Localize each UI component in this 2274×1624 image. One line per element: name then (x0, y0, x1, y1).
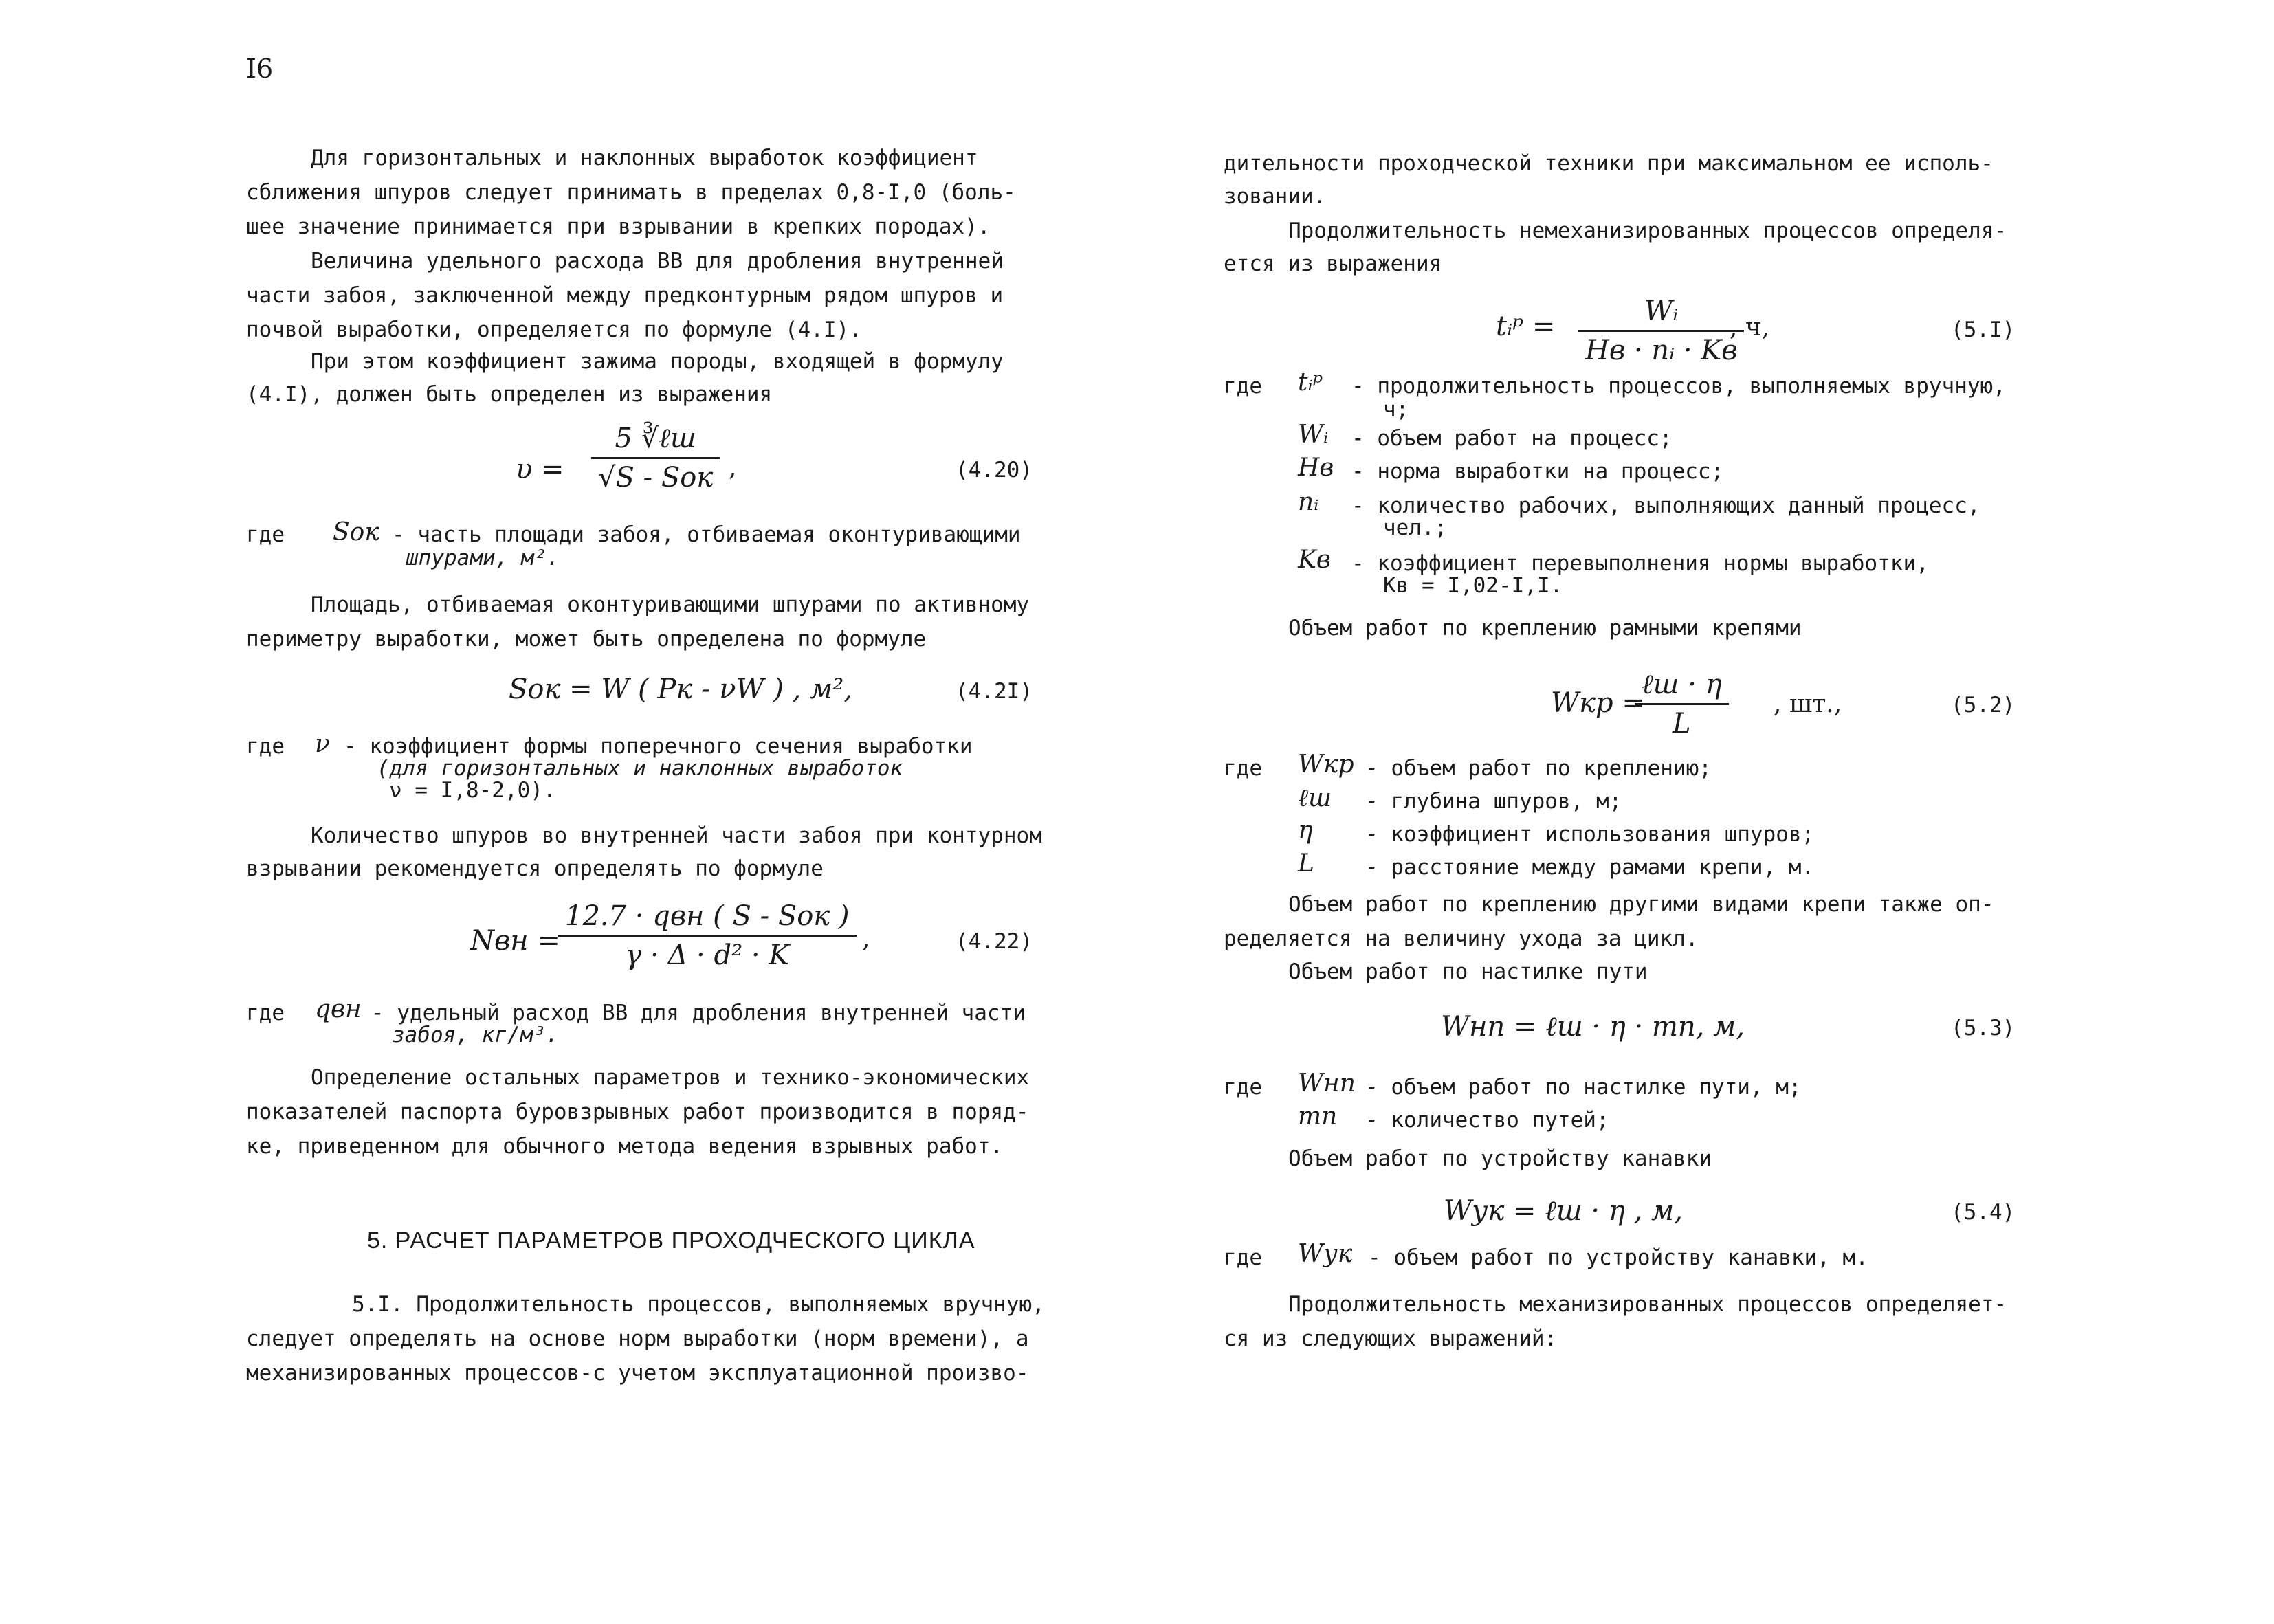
paragraph-line: Количество шпуров во внутренней части забоя при контурном (311, 823, 1042, 848)
where-text: - объем работ по настилке пути, м; (1365, 1075, 1802, 1100)
paragraph-line: ределяется на величину ухода за цикл. (1224, 926, 1699, 951)
where-symbol: L (1298, 849, 1314, 878)
where-symbol: η (1298, 816, 1313, 845)
paragraph-line: зовании. (1224, 184, 1327, 209)
where-symbol: Sок (333, 518, 379, 546)
paragraph-line: 5.I. Продолжительность процессов, выполняемых вручную, (352, 1292, 1045, 1317)
equation-number: (4.20) (956, 458, 1033, 482)
paragraph-line: Объем работ по устройству канавки (1288, 1146, 1712, 1171)
paragraph-line: почвой выработки, определяется по формуле (4.I). (246, 318, 862, 342)
where-label: где (1224, 1245, 1262, 1270)
where-label: где (1224, 374, 1262, 399)
equation-fraction (591, 422, 720, 493)
paragraph-line: следует определять на основе норм выработки (норм времени), а (246, 1326, 1029, 1351)
where-symbol: Kв (1298, 546, 1331, 574)
where-text: - расстояние между рамами крепи, м. (1365, 855, 1815, 880)
where-text: - объем работ по устройству канавки, м. (1368, 1245, 1868, 1270)
paragraph-line: ется из выражения (1224, 252, 1442, 276)
where-text: - коэффициент использования шпуров; (1365, 822, 1815, 847)
equation-expression: Wнп = ℓш · η · mп, м, (1441, 1011, 1745, 1043)
paragraph-line: части забоя, заключенной между предконтурным рядом шпуров и (246, 283, 1004, 308)
where-text: ν = I,8-2,0). (389, 778, 556, 803)
where-text: ч; (1383, 397, 1409, 422)
equation-fraction (1578, 296, 1744, 366)
where-symbol: Hв (1298, 454, 1334, 482)
fraction-numerator: Wᵢ (1644, 296, 1679, 327)
fraction-denominator: Hв · nᵢ · Kв (1585, 335, 1738, 366)
paragraph-line: взрывании рекомендуется определять по формуле (246, 856, 824, 881)
where-text: - продолжительность процессов, выполняемых вручную, (1351, 374, 2006, 399)
fraction-numerator: ℓш · η (1642, 669, 1722, 700)
equation-number: (5.3) (1951, 1016, 2016, 1041)
where-text: - глубина шпуров, м; (1365, 789, 1622, 814)
where-symbol: Wᵢ (1298, 421, 1329, 449)
fraction-denominator: √S - Sок (598, 462, 714, 493)
equation-number: (5.4) (1951, 1200, 2016, 1225)
equation-tail: , шт., (1774, 690, 1842, 718)
where-symbol: Wнп (1298, 1069, 1356, 1098)
section-heading: 5. РАСЧЕТ ПАРАМЕТРОВ ПРОХОДЧЕСКОГО ЦИКЛА (367, 1227, 975, 1254)
where-label: где (246, 522, 285, 547)
where-text: (для горизонтальных и наклонных выработок (377, 756, 903, 781)
where-symbol: tᵢᵖ (1298, 368, 1323, 397)
paragraph-line: Объем работ по настилке пути (1288, 959, 1648, 984)
equation-fraction (1635, 668, 1729, 739)
equation-lhs: tᵢᵖ = (1496, 311, 1556, 342)
where-text: - количество путей; (1365, 1108, 1609, 1133)
equation-tail: , (862, 925, 870, 953)
equation-lhs: υ = (516, 454, 564, 485)
paragraph-line: шее значение принимается при взрывании в крепких породах). (246, 214, 991, 239)
fraction-denominator: γ · Δ · d² · K (625, 939, 790, 971)
paragraph-line: (4.I), должен быть определен из выражения (246, 382, 773, 407)
equation-tail: , ч, (1730, 313, 1770, 342)
paragraph-line: Объем работ по креплению рамными крепями (1288, 616, 1802, 641)
equation-number: (5.2) (1951, 693, 2016, 718)
paragraph-line: ке, приведенном для обычного метода ведения взрывных работ. (246, 1134, 1004, 1159)
equation-number: (4.2I) (956, 679, 1033, 704)
paragraph-line: Определение остальных параметров и технико-экономических (311, 1065, 1030, 1090)
where-symbol: qвн (315, 995, 362, 1023)
fraction-numerator: 12.7 · qвн ( S - Sок ) (565, 900, 850, 932)
fraction-denominator: L (1673, 708, 1691, 739)
paragraph-line: показателей паспорта буровзрывных работ производится в поряд- (246, 1100, 1029, 1124)
where-text: - коэффициент перевыполнения нормы выработки, (1351, 551, 1929, 576)
fraction-bar (1635, 703, 1729, 705)
paragraph-line: дительности проходческой техники при максимальном ее исполь- (1224, 151, 1994, 176)
where-symbol: Wук (1298, 1240, 1353, 1268)
where-label: где (246, 1001, 285, 1025)
where-label: где (1224, 1075, 1262, 1100)
where-symbol: Wкр (1298, 750, 1354, 779)
equation-fraction (558, 900, 857, 971)
paragraph-line: механизированных процессов-с учетом эксплуатационной произво- (246, 1361, 1029, 1386)
where-label: где (1224, 756, 1262, 781)
where-text: чел.; (1383, 515, 1448, 540)
equation-expression: Wук = ℓш · η , м, (1444, 1195, 1683, 1227)
paragraph-line: периметру выработки, может быть определена по формуле (246, 627, 927, 652)
paragraph-line: Для горизонтальных и наклонных выработок коэффициент (311, 146, 978, 170)
paragraph-line: ся из следующих выражений: (1224, 1326, 1558, 1351)
paragraph-line: Величина удельного расхода ВВ для дробления внутренней (311, 249, 1004, 274)
where-label: где (246, 734, 285, 759)
paragraph-line: Объем работ по креплению другими видами крепи также оп- (1288, 892, 1994, 917)
where-text: - часть площади забоя, отбиваемая оконтуривающими (392, 522, 1021, 547)
where-text: - норма выработки на процесс; (1351, 459, 1724, 484)
where-text: забоя, кг/м³. (392, 1023, 559, 1047)
fraction-bar (591, 457, 720, 459)
fraction-bar (1578, 330, 1744, 332)
where-text: - удельный расход ВВ для дробления внутренней части (371, 1001, 1026, 1025)
equation-lhs: Nвн = (470, 925, 560, 957)
where-text: - количество рабочих, выполняющих данный процесс, (1351, 493, 1980, 518)
fraction-bar (558, 935, 857, 937)
where-text: Kв = I,02-I,I. (1383, 573, 1563, 598)
where-symbol: ℓш (1298, 784, 1332, 812)
where-text: - объем работ на процесс; (1351, 426, 1673, 451)
where-text: - коэффициент формы поперечного сечения выработки (344, 734, 973, 759)
paragraph-line: Продолжительность немеханизированных процессов определя- (1288, 219, 2007, 243)
paragraph-line: сближения шпуров следует принимать в пределах 0,8-I,0 (боль- (246, 180, 1016, 205)
equation-tail: , (729, 454, 737, 482)
equation-number: (4.22) (956, 929, 1033, 954)
where-symbol: ν (315, 730, 330, 758)
where-text: шпурами, м². (406, 546, 560, 570)
where-text: - объем работ по креплению; (1365, 756, 1712, 781)
equation-expression: Sок = W ( Pк - νW ) , м², (509, 674, 853, 705)
equation-number: (5.I) (1951, 318, 2016, 342)
paragraph-line: При этом коэффициент зажима породы, входящей в формулу (311, 349, 1004, 374)
paragraph-line: Продолжительность механизированных процессов определяет- (1288, 1292, 2007, 1317)
paragraph-line: Площадь, отбиваемая оконтуривающими шпурами по активному (311, 592, 1030, 617)
page-number: I6 (246, 54, 274, 84)
equation-lhs: Wкр = (1551, 687, 1645, 719)
where-symbol: nᵢ (1298, 488, 1319, 516)
where-symbol: mп (1298, 1102, 1338, 1131)
fraction-numerator: 5 ∛ℓш (615, 423, 696, 454)
